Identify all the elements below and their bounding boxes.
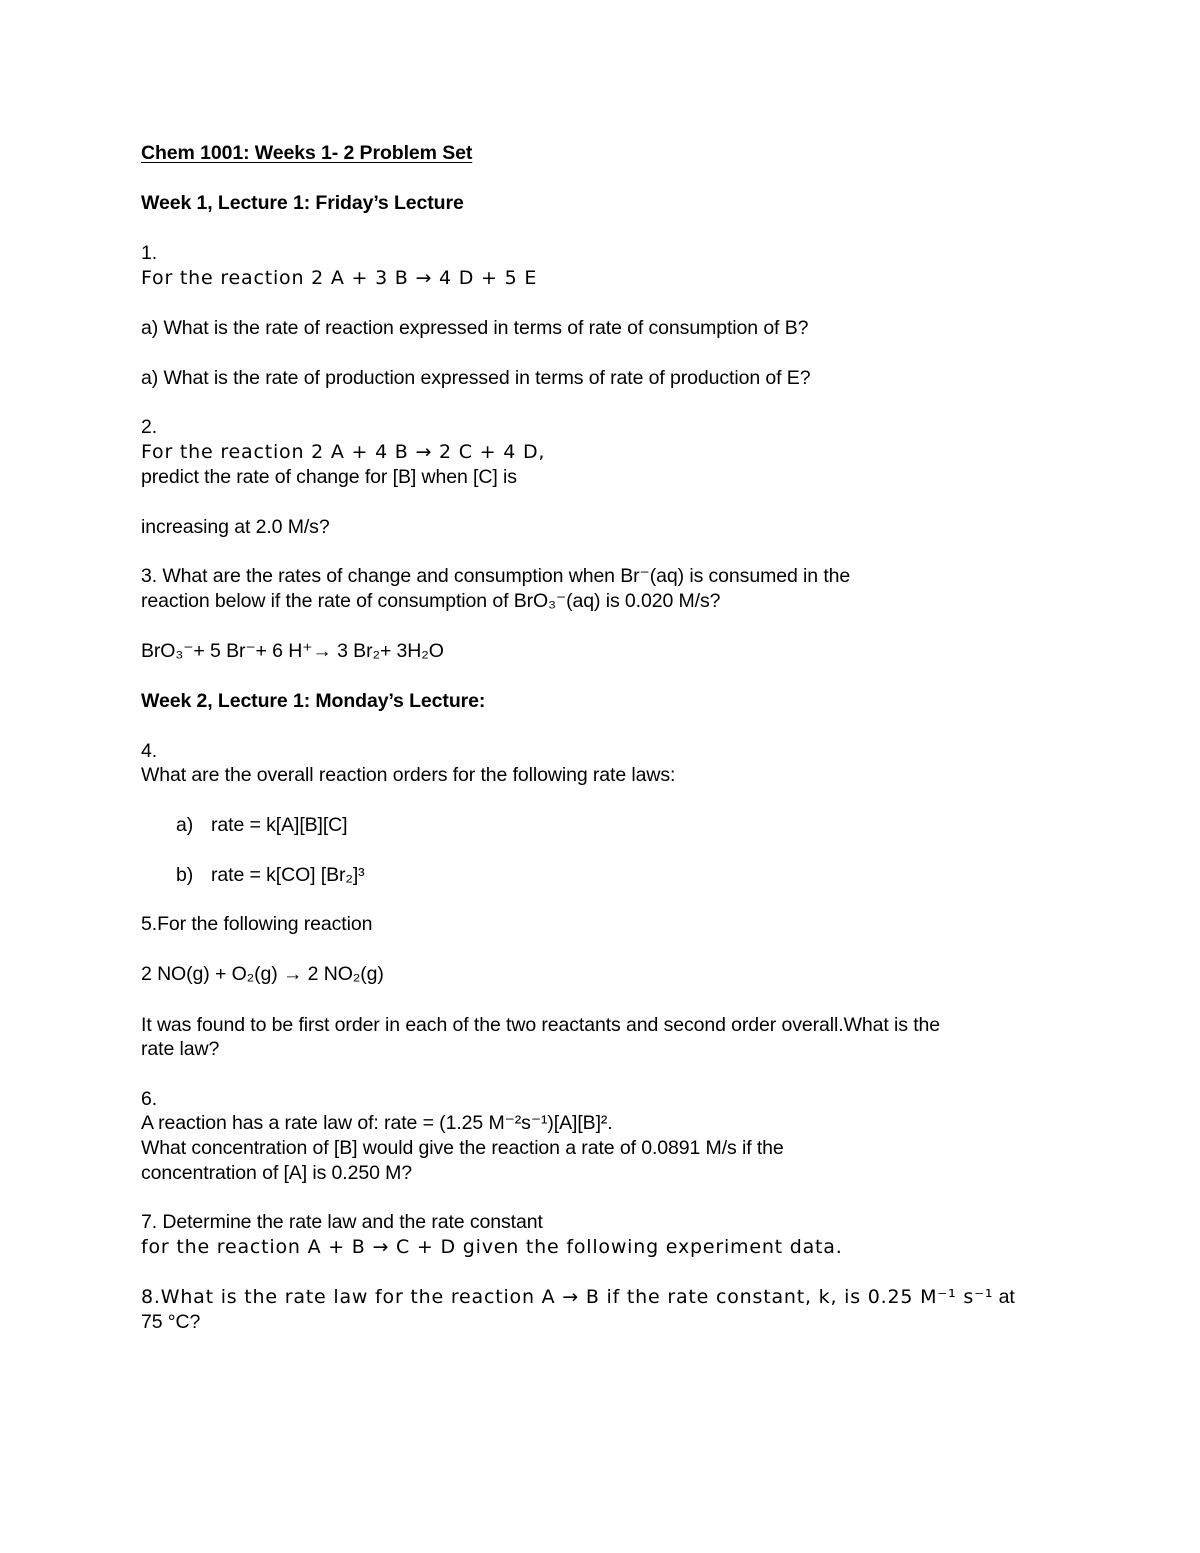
q2-line2: predict the rate of change for [B] when [C] is	[141, 466, 517, 488]
q1-part-a: a) What is the rate of reaction expressed in terms of rate of consumption of B?	[141, 317, 809, 339]
q8-line1	[141, 1285, 1015, 1309]
q1-part-b: a) What is the rate of production expressed in terms of rate of production of E?	[141, 367, 811, 389]
q8-line1-main: 8.What is the rate law for the reaction A → B if the rate constant, k, is 0.25 M⁻¹ s⁻¹	[141, 1286, 994, 1308]
q5-line3: It was found to be first order in each of the two reactants and second order overall.What is the	[141, 1014, 941, 1036]
q2-number: 2.	[141, 416, 158, 438]
q7-line2: for the reaction A + B → C + D given the following experiment data.	[141, 1236, 843, 1258]
q3-line1: 3. What are the rates of change and consumption when Br⁻(aq) is consumed in the	[141, 565, 851, 587]
q4-b-text: rate = k[CO] [Br₂]³	[211, 864, 365, 886]
q4-prompt: What are the overall reaction orders for the following rate laws:	[141, 764, 676, 786]
q5-equation: 2 NO(g) + O₂(g) → 2 NO₂(g)	[141, 963, 384, 985]
q6-line2: What concentration of [B] would give the reaction a rate of 0.0891 M/s if the	[141, 1137, 784, 1159]
q7-line1: 7. Determine the rate law and the rate constant	[141, 1211, 543, 1233]
q4-number: 4.	[141, 740, 158, 762]
q5-line1: 5.For the following reaction	[141, 913, 373, 935]
q4-a-text: rate = k[A][B][C]	[211, 814, 348, 836]
q6-line3: concentration of [A] is 0.250 M?	[141, 1162, 413, 1184]
q8-line2: 75 °C?	[141, 1311, 201, 1333]
week1-heading: Week 1, Lecture 1: Friday’s Lecture	[141, 192, 464, 214]
q4-a-marker: a)	[176, 814, 194, 836]
q6-number: 6.	[141, 1088, 158, 1110]
document-title: Chem 1001: Weeks 1- 2 Problem Set	[141, 142, 473, 164]
q5-line4: rate law?	[141, 1038, 220, 1060]
q8-line1-end: at	[993, 1286, 1015, 1308]
q2-line3: increasing at 2.0 M/s?	[141, 516, 330, 538]
q6-line1: A reaction has a rate law of: rate = (1.25 M⁻²s⁻¹)[A][B]².	[141, 1112, 613, 1134]
week2-heading: Week 2, Lecture 1: Monday’s Lecture:	[141, 690, 486, 712]
q4-b-marker: b)	[176, 864, 194, 886]
q2-reaction: For the reaction 2 A + 4 B → 2 C + 4 D,	[141, 441, 546, 463]
q1-number: 1.	[141, 242, 158, 264]
q3-equation: BrO₃⁻+ 5 Br⁻+ 6 H⁺→ 3 Br₂+ 3H₂O	[141, 640, 444, 662]
q1-reaction: For the reaction 2 A + 3 B → 4 D + 5 E	[141, 267, 538, 289]
q3-line2: reaction below if the rate of consumption of BrO₃⁻(aq) is 0.020 M/s?	[141, 590, 721, 612]
